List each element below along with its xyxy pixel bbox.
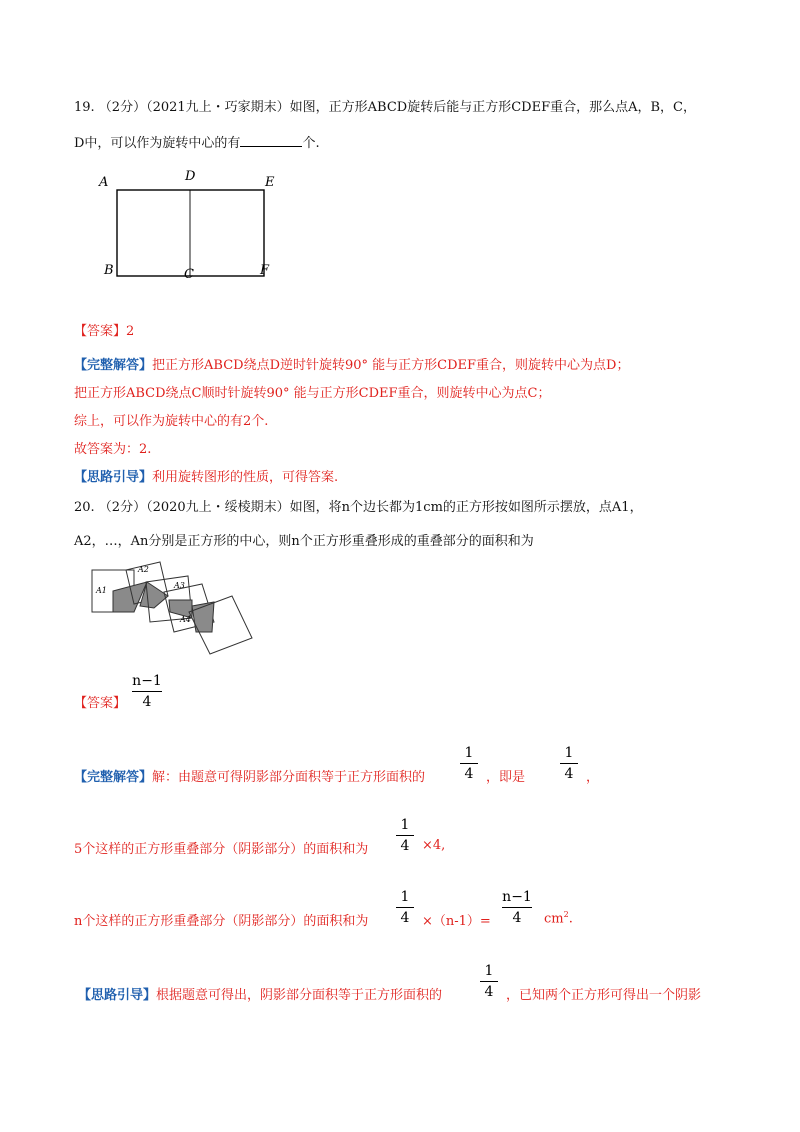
fraction-bar	[396, 835, 414, 836]
q19-solution-line3: 综上，可以作为旋转中心的有2个.	[74, 414, 269, 429]
fraction-bar	[132, 691, 162, 692]
hint-tag: 【思路引导】	[78, 988, 157, 1003]
hint-tag: 【思路引导】	[74, 470, 153, 485]
q20-overlap-figure	[84, 560, 264, 660]
q20-result-fraction	[500, 888, 534, 927]
q20-solution-line1	[74, 766, 425, 785]
label-c: C	[184, 267, 194, 282]
solution-tag: 【完整解答】	[74, 358, 153, 373]
q20-solution-end: ，	[586, 770, 600, 785]
fraction-bar	[560, 763, 578, 764]
solution-text: 把正方形ABCD绕点D逆时针旋转90° 能与正方形CDEF重合，则旋转中心为点D；	[152, 358, 630, 373]
fraction-numerator: 1	[400, 817, 410, 833]
fraction-one-quarter	[458, 744, 480, 783]
q20-answer-tag: 【答案】	[74, 696, 127, 711]
fraction-denominator: 4	[400, 838, 410, 854]
unit-text: cm	[544, 911, 564, 927]
fraction-denominator: 4	[512, 910, 522, 926]
answer-tag: 【答案】	[74, 324, 127, 339]
fraction-one-quarter	[558, 744, 580, 783]
label-d: D	[185, 169, 196, 184]
fraction-denominator: 4	[464, 766, 474, 782]
hint-text: 根据题意可得出，阴影部分面积等于正方形面积的	[156, 988, 443, 1003]
label-a4: A4	[180, 615, 191, 624]
solution-tag: 【完整解答】	[74, 770, 153, 785]
solution-text: 解：由题意可得阴影部分面积等于正方形面积的	[152, 770, 426, 785]
label-a2: A2	[138, 565, 149, 574]
q20-stem-line2: A2，…，An分别是正方形的中心，则n个正方形重叠形成的重叠部分的面积和为	[74, 534, 534, 549]
label-a: A	[99, 175, 109, 190]
fraction-bar	[502, 907, 532, 908]
q19-solution-line2: 把正方形ABCD绕点C顺时针旋转90° 能与正方形CDEF重合，则旋转中心为点C；	[74, 386, 551, 401]
label-e: E	[265, 175, 275, 190]
q19-stem-prefix: D中，可以作为旋转中心的有	[74, 136, 241, 151]
fraction-one-quarter	[394, 888, 416, 927]
unit-exponent: 2	[563, 910, 569, 919]
q19-hint	[74, 466, 338, 485]
fraction-numerator: 1	[400, 889, 410, 905]
fraction-numerator: n−1	[502, 889, 532, 905]
fraction-bar	[460, 763, 478, 764]
fraction-denominator: 4	[400, 910, 410, 926]
q20-solution-line2-end: ×4,	[422, 838, 446, 853]
fraction-one-quarter	[478, 962, 500, 1001]
q20-answer-fraction	[130, 672, 164, 711]
fraction-denominator: 4	[564, 766, 574, 782]
fraction-denominator: 4	[142, 694, 152, 710]
q20-stem-line1: 20. （2分）（2020九上・绥棱期末）如图，将n个边长都为1cm的正方形按如图所示摆放，点A1，	[74, 500, 643, 515]
q20-hint-end: ，已知两个正方形可得出一个阴影	[506, 988, 702, 1003]
fraction-bar	[480, 981, 498, 982]
fraction-numerator: 1	[564, 745, 574, 761]
fraction-denominator: 4	[484, 984, 494, 1000]
label-a1: A1	[96, 586, 107, 595]
fraction-numerator: 1	[484, 963, 494, 979]
hint-text: 利用旋转图形的性质，可得答案.	[152, 470, 339, 485]
q19-square-figure	[90, 164, 290, 284]
fraction-numerator: n−1	[132, 673, 162, 689]
answer-blank	[240, 134, 302, 147]
q20-solution-line2: 5个这样的正方形重叠部分（阴影部分）的面积和为	[74, 842, 369, 857]
fraction-numerator: 1	[464, 745, 474, 761]
answer-value: 2	[126, 324, 135, 339]
q19-stem-line2	[74, 132, 320, 151]
q20-solution-line3: n个这样的正方形重叠部分（阴影部分）的面积和为	[74, 914, 369, 929]
q19-solution-line4: 故答案为：2.	[74, 442, 152, 457]
q20-solution-mid: ，即是	[486, 770, 526, 785]
q19-stem-line1: 19. （2分）（2021九上・巧家期末）如图，正方形ABCD旋转后能与正方形CDEF重合，那么点A，B，C，	[74, 100, 696, 115]
q19-answer	[74, 320, 134, 339]
rectangle-abfe	[117, 190, 264, 276]
period: .	[568, 911, 573, 927]
q19-stem-suffix: 个.	[302, 136, 320, 151]
fraction-bar	[396, 907, 414, 908]
label-a3: A3	[174, 581, 185, 590]
q20-solution-line3-mid: ×（n-1）=	[422, 914, 491, 929]
label-b: B	[104, 263, 114, 278]
label-f: F	[260, 263, 270, 278]
fraction-one-quarter	[394, 816, 416, 855]
q20-hint	[78, 984, 442, 1003]
q20-unit	[544, 910, 573, 926]
q19-solution-line1	[74, 354, 629, 373]
